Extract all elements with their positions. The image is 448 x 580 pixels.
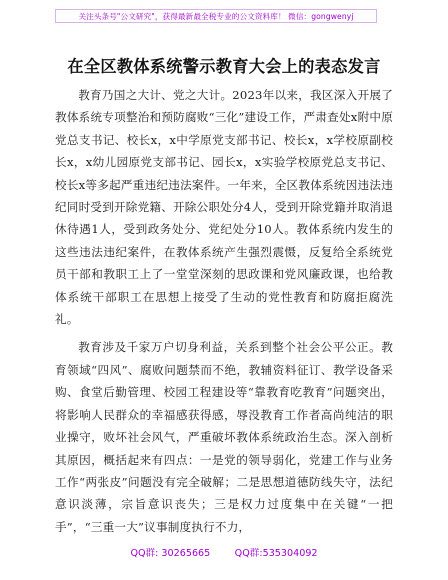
header-banner-text: 关注头条号"公文研究"，获得最新最全税专业的公文资料库！ 微信：gongwenyj: [78, 11, 354, 21]
header-banner: [55, 9, 377, 23]
document-title: 在全区教体系统警示教育大会上的表态发言: [67, 57, 381, 76]
footer-qq-groups: QQ群: 30265665 QQ群:535304092: [130, 548, 318, 559]
paragraph-2: 教育涉及千家万户切身利益，关系到整个社会公平公正。教育领域“四风”、腐败问题禁而不绝，教辅资料征订、教学设备采购、食堂后勤管理、校园工程建设等“靠教育吃教育”问题突出，将影响人民群众的幸福感获得感，辱没教育工作者高尚纯洁的职业操守，败坏社会风气，严重破坏教体系统政治生态。深入剖析其原因，概括起来有四点：一是党的领导弱化，党建工作与业务工作“两张皮”问题没有完全破解；二是思想道德防线失守，法纪意识淡薄，宗旨意识丧失；三是权力过度集中在关键“一把手”，“三重一大”议事制度执行不力，: [55, 340, 393, 534]
paragraph-1: 教育乃国之大计、党之大计。2023年以来，我区深入开展了教体系统专项整治和预防腐败“三化”建设工作，严肃查处x附中原党总支书记、校长x，x中学原党支部书记、校长x，x学校原副校长x，x幼儿园原党支部书记、园长x，x实验学校原党总支书记、校长x等多起严重违纪违法案件。一年来，全区教体系统因违法违纪同时受到开除党籍、开除公职处分4人，受到开除党籍并取消退休待遇1人，受到政务处分、党纪处分10人。教体系统内发生的这些违法违纪案件，在教体系统产生强烈震慑，反复给全系统党员干部和教职工上了一堂堂深刻的思政课和党风廉政课，也给教体系统干部职工在思想上接受了生动的党性教育和防腐拒腐洗礼。: [55, 88, 393, 327]
document-body: [55, 84, 393, 538]
